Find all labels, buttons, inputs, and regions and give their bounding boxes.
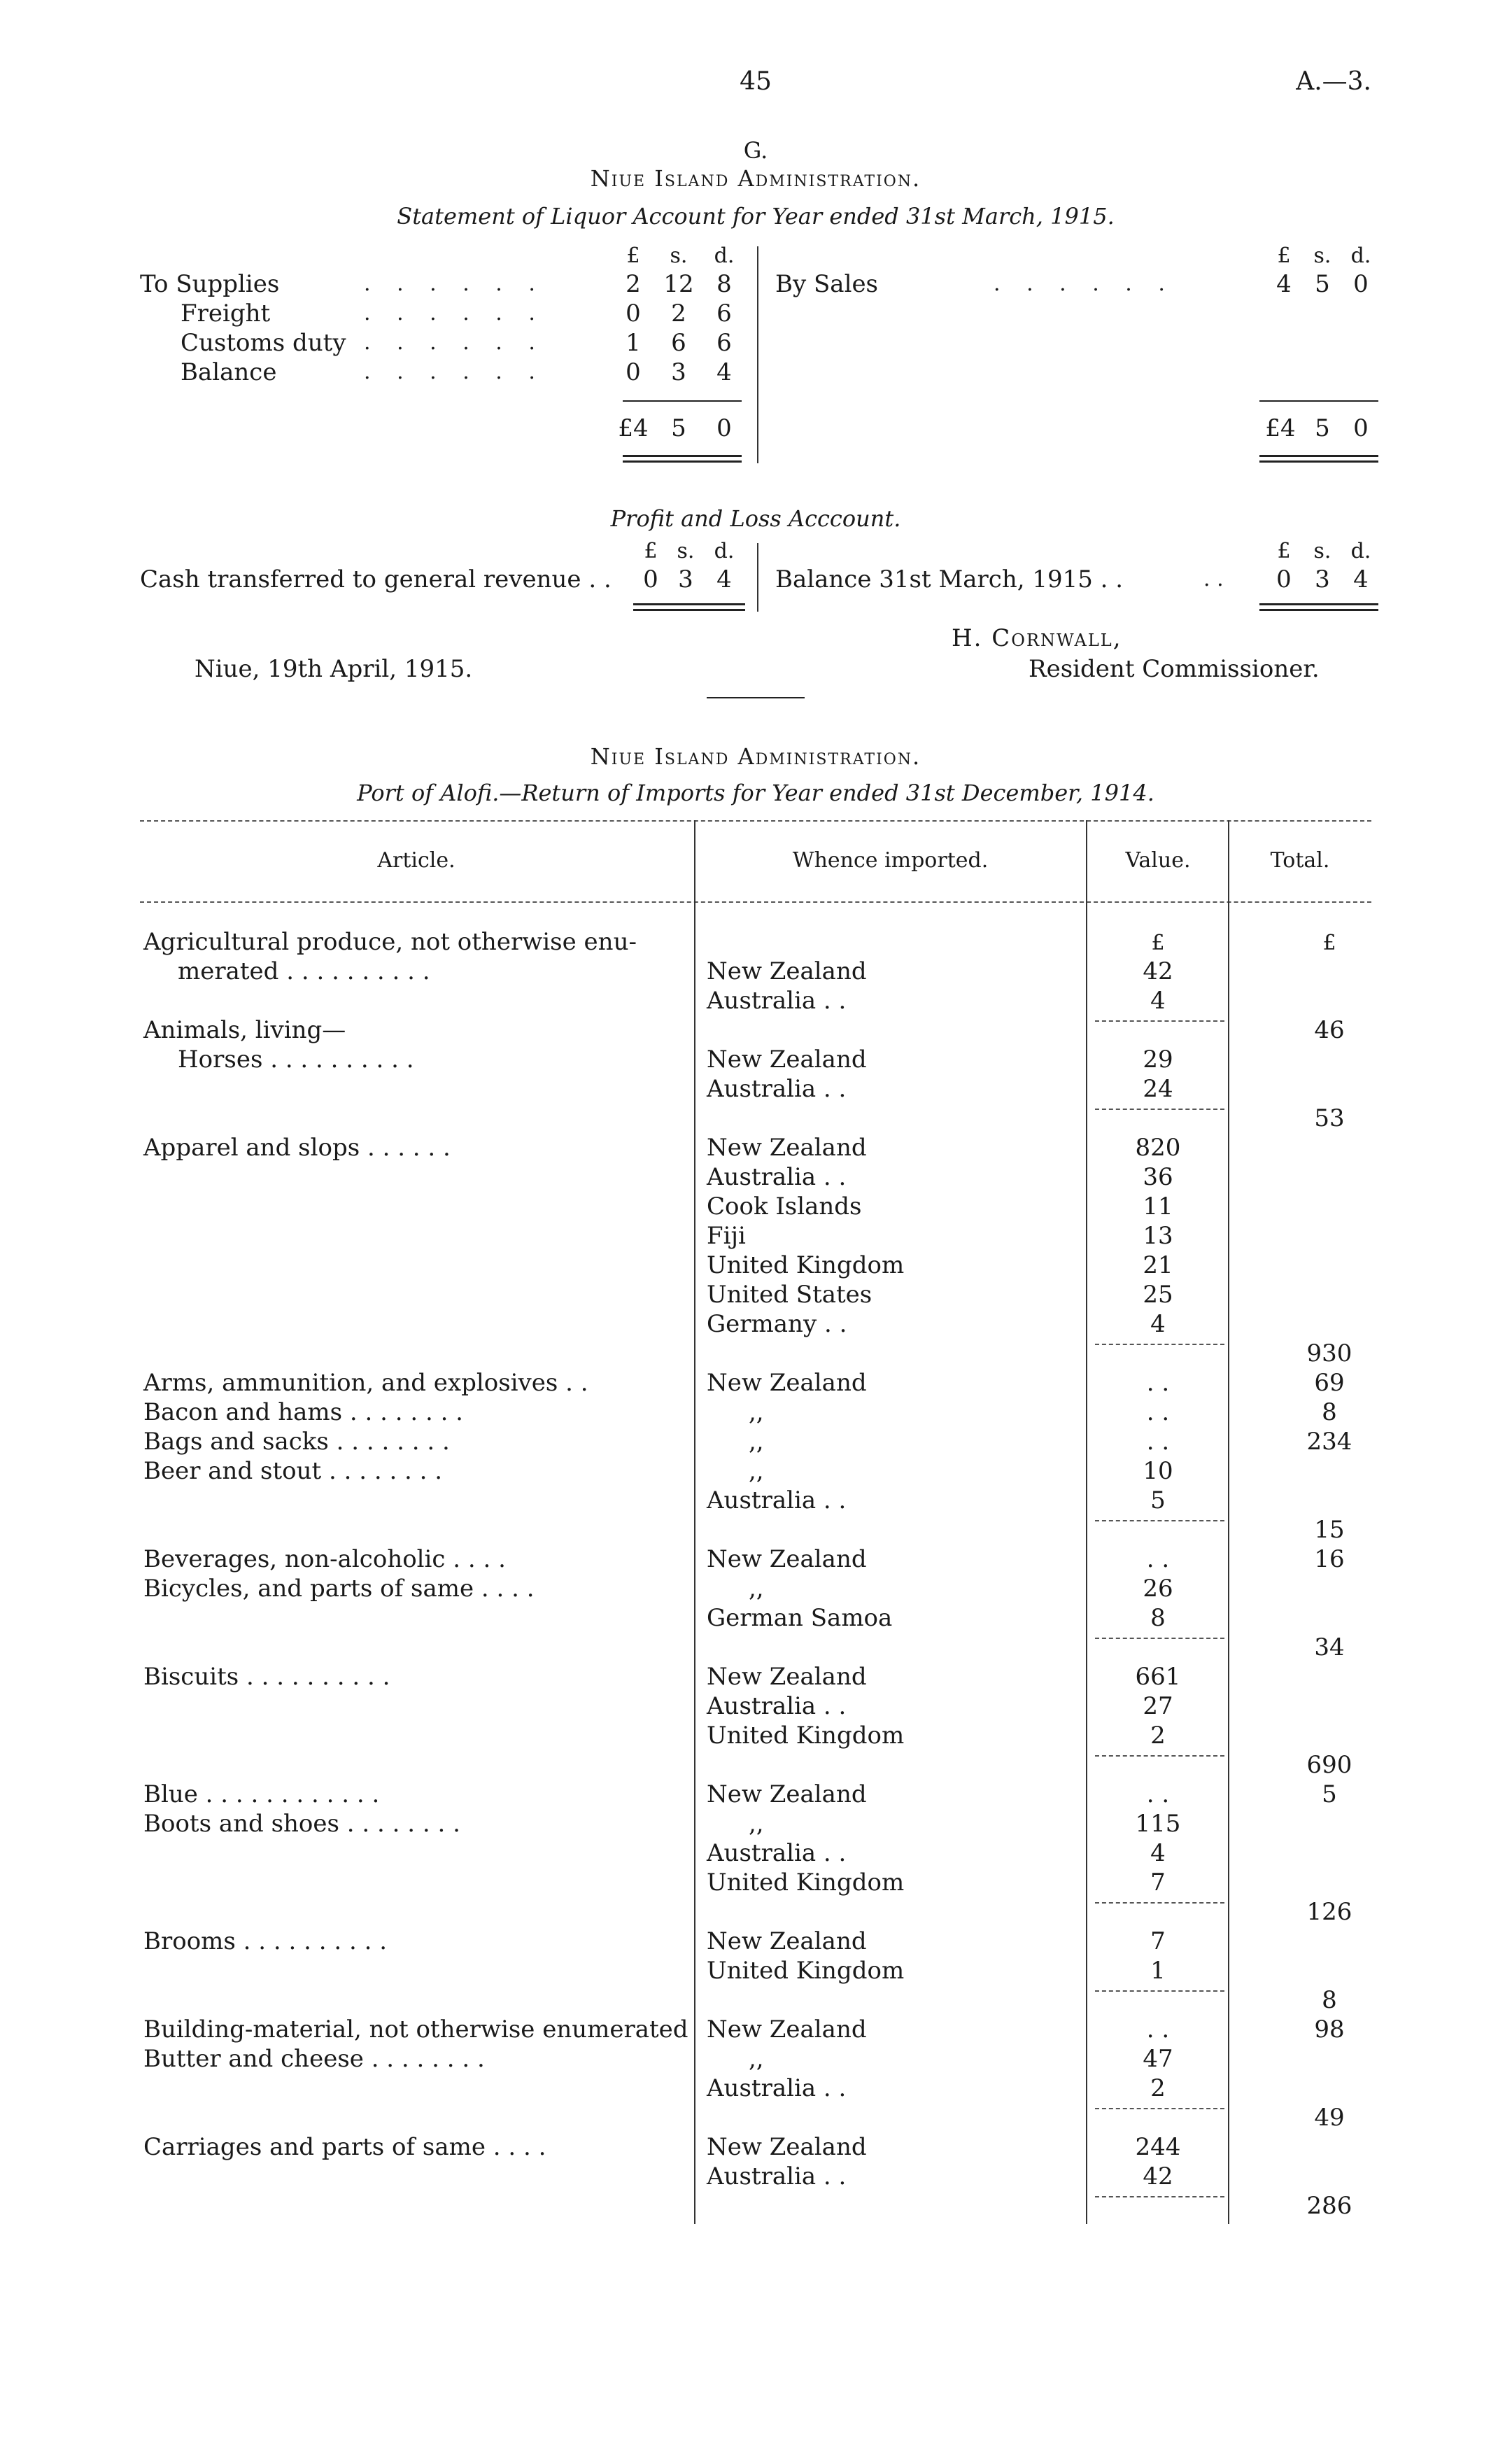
source-value: 661 — [1135, 1663, 1181, 1691]
value-subtotal-rule — [1095, 1520, 1224, 1521]
pence-value: 0 — [716, 414, 732, 442]
pence-value: 4 — [716, 358, 732, 386]
row-total: 8 — [1322, 1398, 1337, 1426]
document-reference: A.—3. — [1296, 67, 1371, 96]
value-subtotal-rule — [1095, 2196, 1224, 2197]
source-country: Australia . . — [707, 987, 847, 1015]
source-value: . . — [1146, 2016, 1170, 2044]
source-value: 4 — [1150, 987, 1166, 1015]
column-header-total: Total. — [1270, 848, 1330, 873]
source-country: United Kingdom — [707, 1251, 905, 1279]
source-value: 820 — [1135, 1134, 1181, 1162]
source-value: 244 — [1135, 2133, 1181, 2161]
source-country: Cook Islands — [707, 1193, 862, 1221]
source-country: German Samoa — [707, 1604, 893, 1632]
value-subtotal-rule — [1095, 1020, 1224, 1022]
leader-dots: . . . . . . — [364, 301, 545, 325]
pounds-value: 0 — [643, 565, 658, 593]
shillings-heading: s. — [677, 539, 695, 563]
source-country: New Zealand — [707, 957, 867, 985]
table-divider-whence — [1086, 820, 1087, 2224]
section-letter: G. — [743, 137, 768, 164]
value-unit: £ — [1151, 931, 1165, 955]
source-country: Australia . . — [707, 2162, 847, 2190]
row-total: 98 — [1314, 2016, 1345, 2044]
source-value: 13 — [1143, 1222, 1173, 1250]
pence-value: 8 — [716, 270, 732, 298]
source-value: 4 — [1150, 1310, 1166, 1338]
source-value: 36 — [1143, 1163, 1173, 1191]
pence-value: 0 — [1353, 270, 1369, 298]
shillings-value: 3 — [1315, 565, 1330, 593]
source-country: New Zealand — [707, 1134, 867, 1162]
pounds-value: 1 — [626, 329, 641, 357]
source-country: New Zealand — [707, 1780, 867, 1808]
source-country: Australia . . — [707, 1486, 847, 1514]
source-value: 26 — [1143, 1575, 1173, 1603]
profit-loss-title: Profit and Loss Acccount. — [610, 505, 901, 532]
article-item: Boots and shoes . . . . . . . . — [143, 1810, 460, 1838]
row-total: 126 — [1306, 1898, 1352, 1926]
article-item: Butter and cheese . . . . . . . . — [143, 2045, 485, 2073]
source-value: 7 — [1150, 1869, 1166, 1897]
row-total: 16 — [1314, 1545, 1345, 1573]
source-country: New Zealand — [707, 1663, 867, 1691]
source-country: United Kingdom — [707, 1957, 905, 1985]
source-country: New Zealand — [707, 2016, 867, 2044]
article-item: Brooms . . . . . . . . . . — [143, 1927, 388, 1955]
source-value: 4 — [1150, 1839, 1166, 1867]
source-value: 42 — [1143, 957, 1173, 985]
cash-transferred-label: Cash transferred to general revenue . . — [140, 565, 612, 593]
value-subtotal-rule — [1095, 1755, 1224, 1757]
page-number: 45 — [740, 67, 772, 96]
ditto-mark: ,, — [749, 1398, 764, 1426]
pence-heading: d. — [1350, 244, 1371, 268]
row-total: 234 — [1306, 1428, 1352, 1456]
row-total: 15 — [1314, 1516, 1345, 1544]
row-total: 5 — [1322, 1780, 1337, 1808]
article-item: Biscuits . . . . . . . . . . — [143, 1663, 390, 1691]
source-value: 2 — [1150, 2074, 1166, 2102]
article-item: Beverages, non-alcoholic . . . . — [143, 1545, 506, 1573]
source-country: Australia . . — [707, 1839, 847, 1867]
table-header-rule — [140, 901, 1371, 903]
article-item: Beer and stout . . . . . . . . — [143, 1457, 443, 1485]
source-value: 21 — [1143, 1251, 1173, 1279]
source-country: United Kingdom — [707, 1722, 905, 1750]
value-subtotal-rule — [1095, 2108, 1224, 2109]
row-total: 69 — [1314, 1369, 1345, 1397]
ditto-mark: ,, — [749, 1575, 764, 1603]
article-item: Blue . . . . . . . . . . . . — [143, 1780, 380, 1808]
source-value: 25 — [1143, 1281, 1173, 1309]
imports-administration-heading: Niue Island Administration. — [590, 743, 921, 770]
table-divider-article — [694, 820, 695, 2224]
row-total: 46 — [1314, 1016, 1345, 1044]
pence-value: 4 — [1353, 565, 1369, 593]
pounds-heading: £ — [1277, 539, 1291, 563]
source-value: 11 — [1143, 1193, 1173, 1221]
total-double-rule — [623, 455, 742, 463]
source-country: Australia . . — [707, 1075, 847, 1103]
shillings-value: 2 — [671, 300, 686, 328]
source-value: 10 — [1143, 1457, 1173, 1485]
column-header-whence: Whence imported. — [792, 848, 989, 873]
liquor-column-divider — [757, 246, 758, 463]
source-country: Australia . . — [707, 2074, 847, 2102]
total-double-rule — [1259, 455, 1378, 463]
source-country: United States — [707, 1281, 872, 1309]
column-header-value: Value. — [1125, 848, 1191, 873]
source-country: New Zealand — [707, 1046, 867, 1074]
row-total: 690 — [1306, 1751, 1352, 1779]
source-value: 1 — [1150, 1957, 1166, 1985]
article-item: merated . . . . . . . . . . — [178, 957, 430, 985]
leader-dots: . . — [1203, 567, 1224, 591]
source-value: . . — [1146, 1428, 1170, 1456]
source-country: New Zealand — [707, 1369, 867, 1397]
source-value: 7 — [1150, 1927, 1166, 1955]
row-total: 49 — [1314, 2104, 1345, 2132]
article-item: Animals, living— — [143, 1016, 346, 1044]
shillings-value: 6 — [671, 329, 686, 357]
ditto-mark: ,, — [749, 1457, 764, 1485]
source-value: 27 — [1143, 1692, 1173, 1720]
leader-dots: . . . . . . — [364, 330, 545, 355]
source-value: . . — [1146, 1545, 1170, 1573]
source-value: 8 — [1150, 1604, 1166, 1632]
pounds-heading: £ — [1277, 244, 1291, 268]
source-value: 47 — [1143, 2045, 1173, 2073]
pence-value: 0 — [1353, 414, 1369, 442]
source-value: 42 — [1143, 2162, 1173, 2190]
debit-label: Freight — [181, 300, 271, 328]
signatory-name-text: H. Cornwall, — [952, 624, 1122, 652]
source-country: New Zealand — [707, 1545, 867, 1573]
article-item: Bicycles, and parts of same . . . . — [143, 1575, 535, 1603]
pounds-heading: £ — [626, 244, 640, 268]
debit-label: To Supplies — [140, 270, 280, 298]
total-unit: £ — [1322, 931, 1336, 955]
pence-heading: d. — [714, 539, 735, 563]
pounds-value: 0 — [626, 300, 641, 328]
pence-value: 4 — [716, 565, 732, 593]
profit-loss-divider — [757, 543, 758, 612]
ditto-mark: ,, — [749, 2045, 764, 2073]
place-and-date: Niue, 19th April, 1915. — [195, 655, 473, 683]
shillings-value: 3 — [671, 358, 686, 386]
shillings-value: 5 — [1315, 270, 1330, 298]
liquor-administration-heading: Niue Island Administration. — [590, 165, 921, 192]
article-item: Agricultural produce, not otherwise enu- — [143, 928, 637, 956]
value-subtotal-rule — [1095, 1902, 1224, 1904]
source-country: New Zealand — [707, 1927, 867, 1955]
section-separator — [707, 697, 805, 698]
source-country: United Kingdom — [707, 1869, 905, 1897]
pounds-value: £4 — [1265, 414, 1296, 442]
credit-label: By Sales — [775, 270, 879, 298]
article-item: Carriages and parts of same . . . . — [143, 2133, 546, 2161]
pence-heading: d. — [714, 244, 735, 268]
signatory-name — [952, 624, 1122, 652]
source-value: 2 — [1150, 1722, 1166, 1750]
balance-label: Balance 31st March, 1915 . . — [775, 565, 1124, 593]
source-value: 29 — [1143, 1046, 1173, 1074]
source-value: 24 — [1143, 1075, 1173, 1103]
leader-dots: . . . . . . — [364, 360, 545, 384]
subtotal-rule — [1259, 400, 1378, 402]
source-value: 5 — [1150, 1486, 1166, 1514]
source-country: Australia . . — [707, 1692, 847, 1720]
leader-dots: . . . . . . — [364, 272, 545, 296]
value-subtotal-rule — [1095, 1990, 1224, 1992]
shillings-heading: s. — [670, 244, 688, 268]
shillings-heading: s. — [1313, 244, 1331, 268]
row-total: 53 — [1314, 1104, 1345, 1132]
shillings-heading: s. — [1313, 539, 1331, 563]
shillings-value: 3 — [678, 565, 693, 593]
row-total: 930 — [1306, 1339, 1352, 1367]
value-subtotal-rule — [1095, 1638, 1224, 1639]
table-top-rule — [140, 820, 1371, 822]
source-country: Fiji — [707, 1222, 746, 1250]
article-item: Bags and sacks . . . . . . . . — [143, 1428, 450, 1456]
debit-label: Customs duty — [181, 329, 346, 357]
ditto-mark: ,, — [749, 1428, 764, 1456]
pounds-value: 4 — [1276, 270, 1292, 298]
subtotal-rule — [623, 400, 742, 402]
article-item: Building-material, not otherwise enumerated — [143, 2016, 688, 2044]
leader-dots: . . . . . . — [994, 272, 1175, 296]
value-subtotal-rule — [1095, 1109, 1224, 1110]
source-value: . . — [1146, 1398, 1170, 1426]
pounds-heading: £ — [644, 539, 658, 563]
pounds-value: 0 — [626, 358, 641, 386]
pence-heading: d. — [1350, 539, 1371, 563]
pounds-value: 2 — [626, 270, 641, 298]
total-double-rule — [633, 603, 745, 611]
source-country: New Zealand — [707, 2133, 867, 2161]
signatory-role: Resident Commissioner. — [1029, 655, 1320, 683]
total-double-rule — [1259, 603, 1378, 611]
ditto-mark: ,, — [749, 1810, 764, 1838]
pounds-value: £4 — [618, 414, 649, 442]
source-value: . . — [1146, 1369, 1170, 1397]
row-total: 8 — [1322, 1986, 1337, 2014]
shillings-value: 12 — [663, 270, 694, 298]
pence-value: 6 — [716, 329, 732, 357]
source-country: Australia . . — [707, 1163, 847, 1191]
column-header-article: Article. — [377, 848, 455, 873]
article-item: Arms, ammunition, and explosives . . — [143, 1369, 588, 1397]
pence-value: 6 — [716, 300, 732, 328]
debit-label: Balance — [181, 358, 277, 386]
shillings-value: 5 — [1315, 414, 1330, 442]
row-total: 286 — [1306, 2192, 1352, 2220]
value-subtotal-rule — [1095, 1344, 1224, 1345]
imports-title: Port of Alofi.—Return of Imports for Year ended 31st December, 1914. — [357, 780, 1154, 806]
pounds-value: 0 — [1276, 565, 1292, 593]
article-item: Horses . . . . . . . . . . — [178, 1046, 414, 1074]
shillings-value: 5 — [671, 414, 686, 442]
row-total: 34 — [1314, 1633, 1345, 1661]
source-country: Germany . . — [707, 1310, 847, 1338]
table-divider-value — [1228, 820, 1229, 2224]
article-item: Bacon and hams . . . . . . . . — [143, 1398, 463, 1426]
source-value: 115 — [1135, 1810, 1181, 1838]
source-value: . . — [1146, 1780, 1170, 1808]
article-item: Apparel and slops . . . . . . — [143, 1134, 451, 1162]
liquor-account-title: Statement of Liquor Account for Year ended 31st March, 1915. — [397, 203, 1115, 230]
